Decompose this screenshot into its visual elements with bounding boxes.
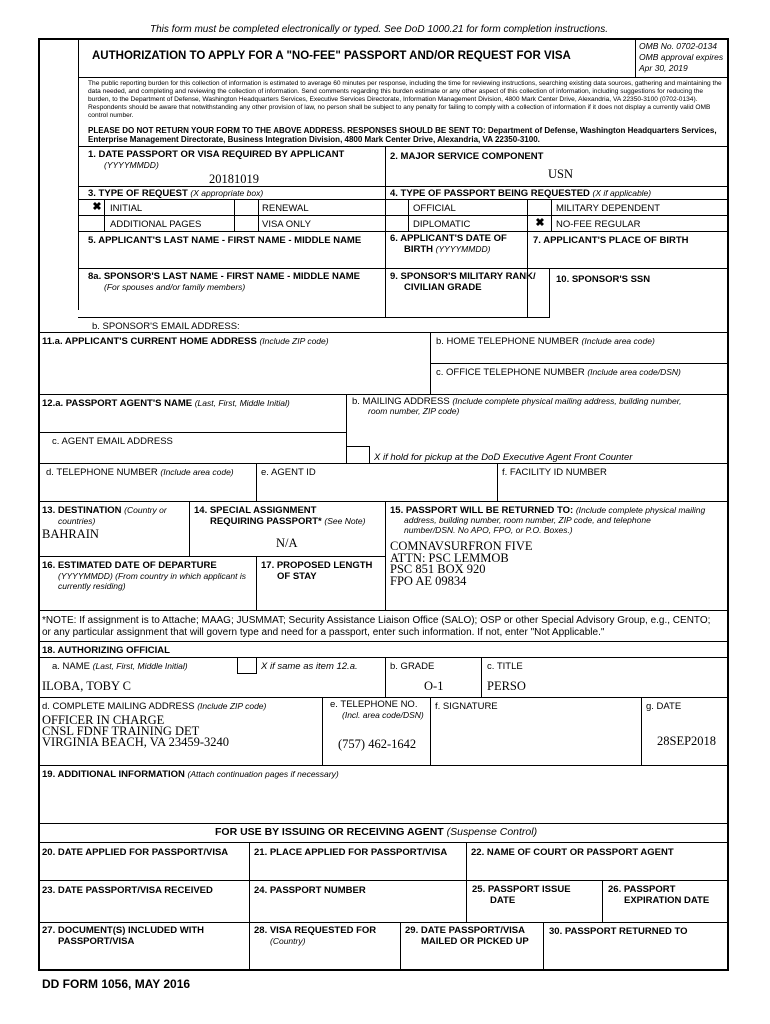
field-18d-label: d. COMPLETE MAILING ADDRESS [42,701,195,712]
field-11c-label: c. OFFICE TELEPHONE NUMBER [436,367,585,378]
hold-for-pickup-label: X if hold for pickup at the DoD Executive Agent Front Counter [374,452,633,463]
field-18b-label: b. GRADE [390,661,435,672]
field-15-line-1[interactable]: COMNAVSURFRON FIVE [390,539,533,553]
row-border-823 [38,823,728,824]
omb-divider [635,38,636,77]
initial-label: INITIAL [110,203,143,214]
field-15-hint-2: address, building number, room number, ZIP code, and telephone [404,515,651,525]
row-border-657 [38,657,728,658]
field-14-label-2: REQUIRING PASSPORT* [210,516,322,527]
field-17-label-2: OF STAY [277,571,317,582]
field-18-label: 18. AUTHORIZING OFFICIAL [42,645,170,656]
field-12f-label: f. FACILITY ID NUMBER [502,467,607,478]
field-14-value[interactable]: N/A [276,536,298,550]
additional-pages-checkbox[interactable] [86,217,98,229]
assignment-note-line-2: or any particular assignment that will govern type and need for a passport, enter such information. If not, enter "Not Applicable." [42,627,605,638]
official-label: OFFICIAL [413,203,456,214]
row-border-556 [38,556,385,557]
military-dependent-label: MILITARY DEPENDENT [556,203,660,214]
field-22-label: 22. NAME OF COURT OR PASSPORT AGENT [471,847,674,858]
col-divider-385b [385,231,386,317]
col-divider-481 [481,657,482,697]
field-6-label: 6. APPLICANT'S DATE OF [390,233,507,244]
field-6-label-2: BIRTH [404,244,434,255]
col-divider-256b [256,556,257,610]
field-12a-label: 12.a. PASSPORT AGENT'S NAME [42,398,193,409]
return-notice: PLEASE DO NOT RETURN YOUR FORM TO THE ABOVE ADDRESS. RESPONSES SHOULD BE SENT TO: Department of Defense, Washington Headquarters Services, Enterprise Management Directorate, Business Integration Division, 4800 Mark Center Drive, Alexandria, VA 22350-3100. [88,126,717,144]
additional-pages-label: ADDITIONAL PAGES [110,219,202,230]
col-divider-385d [385,657,386,697]
field-13-label: 13. DESTINATION [42,505,122,516]
field-11b-hint: (Include area code) [581,336,655,346]
field-28-label: 28. VISA REQUESTED FOR [254,925,377,936]
row-border-501 [38,501,728,502]
field-8b-label: b. SPONSOR'S EMAIL ADDRESS: [92,321,240,332]
row-border-186 [78,186,728,187]
field-15-line-4[interactable]: FPO AE 09834 [390,574,467,588]
row-border-215 [78,215,728,216]
field-8a-hint: (For spouses and/or family members) [104,282,246,292]
field-11a-hint: (Include ZIP code) [259,336,329,346]
frame-right-border [727,38,729,970]
field-25-label-2: DATE [490,895,516,906]
col-divider-543 [543,922,544,970]
frame-top-border [38,38,728,40]
additional-information-field[interactable] [42,782,722,820]
field-27-label-2: PASSPORT/VISA [58,936,135,947]
field-15-hint-3: number/DSN. No APO, FPO, or P.O. Boxes.) [404,525,573,535]
field-5-label: 5. APPLICANT'S LAST NAME - FIRST NAME - MIDDLE NAME [88,235,362,246]
row-border-363 [430,363,728,364]
field-18g-value[interactable]: 28SEP2018 [657,734,717,748]
field-12b-hint-2: room number, ZIP code) [368,406,460,416]
field-18a-hint: (Last, First, Middle Initial) [92,661,188,671]
hold-box-top [346,446,370,447]
field-18f-label: f. SIGNATURE [435,701,498,712]
title-bottom-border [78,77,728,78]
field-18d-line-2[interactable]: CNSL FDNF TRAINING DET [42,724,200,738]
field-2-label: 2. MAJOR SERVICE COMPONENT [390,151,544,162]
field-15-hint: (Include complete physical mailing [575,505,706,515]
col-divider-549 [549,268,550,317]
field-16-label: 16. ESTIMATED DATE OF DEPARTURE [42,560,217,571]
no-fee-regular-checkbox[interactable]: ✖ [535,217,545,229]
col-divider-430b [430,697,431,765]
field-8a-label: 8a. SPONSOR'S LAST NAME - FIRST NAME - MIDDLE NAME [88,271,360,282]
col-divider-256 [256,463,257,501]
field-4-label: 4. TYPE OF PASSPORT BEING REQUESTED [390,188,590,199]
col-divider-400 [400,922,401,970]
field-18c-label: c. TITLE [487,661,523,672]
same-box-right [256,657,257,674]
field-15-label: 15. PASSPORT WILL BE RETURNED TO: [390,505,574,516]
visa-only-label: VISA ONLY [262,219,311,230]
visa-only-checkbox[interactable] [240,217,252,229]
field-19-hint: (Attach continuation pages if necessary) [187,769,339,779]
renewal-label: RENEWAL [262,203,309,214]
military-dependent-checkbox[interactable] [533,201,545,213]
hold-for-pickup-checkbox[interactable] [350,448,366,462]
field-16-hint: (YYYYMMDD) (From country in which applicant is [58,571,246,581]
col-divider-385c [385,501,386,610]
row-border-199 [78,199,728,200]
field-28-hint: (Country) [270,936,306,946]
frame-left-border [38,38,40,970]
field-26-label-2: EXPIRATION DATE [624,895,710,906]
field-18b-value[interactable]: O-1 [424,679,444,693]
row-border-394 [38,394,728,395]
signature-field[interactable] [440,715,630,759]
field-12b-hint: (Include complete physical mailing address, building number, [452,396,682,406]
field-25-label: 25. PASSPORT ISSUE [472,884,571,895]
same-as-12a-label: X if same as item 12.a. [261,661,358,672]
form-instructions-note: This form must be completed electronically or typed. See DoD 1000.21 for form completion instructions. [150,24,608,35]
col-divider-602 [602,880,603,922]
row-border-880 [38,880,728,881]
col-divider-466 [466,842,467,922]
field-11c-hint: (Include area code/DSN) [587,367,681,377]
col-divider-322 [322,697,323,765]
diplomatic-label: DIPLOMATIC [413,219,471,230]
field-30-label: 30. PASSPORT RETURNED TO [549,926,688,937]
same-as-12a-checkbox[interactable] [240,659,253,672]
agent-section-hint: (Suspense Control) [446,826,538,838]
field-27-label: 27. DOCUMENT(S) INCLUDED WITH [42,925,205,936]
same-box-left [237,657,238,674]
field-29-label-2: MAILED OR PICKED UP [421,936,529,947]
field-18d-line-1[interactable]: OFFICER IN CHARGE [42,713,165,727]
field-26-label: 26. PASSPORT [608,884,676,895]
row-border-842 [38,842,728,843]
initial-checkbox[interactable]: ✖ [92,201,102,213]
field-13-hint-2: countries) [58,516,96,526]
assignment-note-line-1: *NOTE: If assignment is to Attache; MAAG; JUSMMAT; Security Assistance Liaison Office (SALO); OSP or other Special Advisory Group, e.g., CENTO; [42,615,711,626]
row-border-697 [38,697,728,698]
notice-bottom-border [78,146,728,147]
row-border-231 [78,231,728,232]
field-2-value[interactable]: USN [548,167,574,181]
field-13-value[interactable]: BAHRAIN [42,527,99,541]
row-border-317 [78,317,550,318]
agent-section-label: FOR USE BY ISSUING OR RECEIVING AGENT [215,826,444,838]
field-18e-value[interactable]: (757) 462-1642 [338,737,417,751]
field-20-label: 20. DATE APPLIED FOR PASSPORT/VISA [42,847,229,858]
field-12e-label: e. AGENT ID [261,467,316,478]
field-13-hint: (Country or [124,505,167,515]
row-border-610 [38,610,728,611]
col-divider-641 [641,697,642,765]
omb-expiry-date: Apr 30, 2019 [639,63,688,73]
field-15-line-2[interactable]: ATTN: PSC LEMMOB [390,551,509,565]
frame-bottom-border [38,969,729,971]
row-border-332 [38,332,728,333]
field-6-format: (YYYYMMDD) [435,244,491,254]
no-fee-regular-label: NO-FEE REGULAR [556,219,641,230]
omb-expiry-label: OMB approval expires [639,52,724,62]
col-divider-346 [346,394,347,464]
field-18e-hint: (Incl. area code/DSN) [342,710,424,720]
burden-statement: The public reporting burden for this collection of information is estimated to average 60 minutes per response, including the time for reviewing instructions, searching existing data sources, gathering and maintaining the data needed, and completing and reviewing the collection of information. Send comments regarding this burden estimate or any other aspect of this collection of information, including suggestions for reducing the burden, to the Department of Defense, Washington Headquarters Services, Executive Services Directorate, Information Management Division, 4800 Mark Center Drive, Alexandria, VA 22350-3100 (0702-0134). Respondents should be aware that notwithstanding any other provision of law, no person shall be subject to any penalty for failing to comply with a collection of information if it does not display a currently valid OMB control number. [88,80,722,119]
form-number-footer: DD FORM 1056, MAY 2016 [42,977,191,991]
frame-inner-left-border [78,38,79,310]
field-23-label: 23. DATE PASSPORT/VISA RECEIVED [42,885,213,896]
field-10-label: 10. SPONSOR'S SSN [556,274,651,285]
field-9-label-2: CIVILIAN GRADE [404,282,482,293]
row-border-641 [38,641,728,642]
row-border-432 [38,432,346,433]
row-border-463 [38,463,728,464]
field-18a-value[interactable]: ILOBA, TOBY C [42,679,132,693]
field-29-label: 29. DATE PASSPORT/VISA [405,925,526,936]
field-18d-line-3[interactable]: VIRGINIA BEACH, VA 23459-3240 [42,735,230,749]
field-14-label: 14. SPECIAL ASSIGNMENT [194,505,317,516]
field-21-label: 21. PLACE APPLIED FOR PASSPORT/VISA [254,847,448,858]
field-15-line-3[interactable]: PSC 851 BOX 920 [390,562,486,576]
field-16-hint-2: currently residing) [58,581,126,591]
row-border-765 [38,765,728,766]
official-checkbox[interactable] [391,201,403,213]
field-7-label: 7. APPLICANT'S PLACE OF BIRTH [533,235,689,246]
renewal-checkbox[interactable] [240,201,252,213]
col-divider-497 [497,463,498,501]
field-11b-label: b. HOME TELEPHONE NUMBER [436,336,579,347]
field-1-label: 1. DATE PASSPORT OR VISA REQUIRED BY APPLICANT [88,149,345,160]
field-9-label: 9. SPONSOR'S MILITARY RANK/ [390,271,536,282]
row-border-922 [38,922,728,923]
field-18e-label: e. TELEPHONE NO. [330,699,418,710]
omb-number: OMB No. 0702-0134 [639,41,717,51]
field-11a-label: 11.a. APPLICANT'S CURRENT HOME ADDRESS [42,336,257,347]
field-18a-label: a. NAME [52,661,91,672]
field-12a-hint: (Last, First, Middle Initial) [194,398,290,408]
field-4-hint: (X if applicable) [592,188,652,198]
row-border-268 [78,268,728,269]
field-18g-label: g. DATE [646,701,682,712]
field-12d-hint: (Include area code) [160,467,234,477]
hold-box-right [369,446,370,464]
form-title: AUTHORIZATION TO APPLY FOR A "NO-FEE" PASSPORT AND/OR REQUEST FOR VISA [92,50,571,62]
field-24-label: 24. PASSPORT NUMBER [254,885,366,896]
field-3-label: 3. TYPE OF REQUEST [88,188,188,199]
field-19-label: 19. ADDITIONAL INFORMATION [42,769,185,780]
diplomatic-checkbox[interactable] [391,217,403,229]
field-3-hint: (X appropriate box) [190,188,264,198]
field-14-hint: (See Note) [324,516,366,526]
field-18c-value[interactable]: PERSO [487,679,526,693]
field-1-value[interactable]: 20181019 [209,172,259,186]
same-box-bottom [237,673,257,674]
field-1-format: (YYYYMMDD) [104,160,159,170]
field-17-label: 17. PROPOSED LENGTH [261,560,373,571]
field-12b-label: b. MAILING ADDRESS [352,396,450,407]
col-divider-249 [249,842,250,970]
field-18d-hint: (Include ZIP code) [197,701,267,711]
field-12c-label: c. AGENT EMAIL ADDRESS [52,436,173,447]
col-divider-189 [189,501,190,556]
field-12d-label: d. TELEPHONE NUMBER [46,467,158,478]
